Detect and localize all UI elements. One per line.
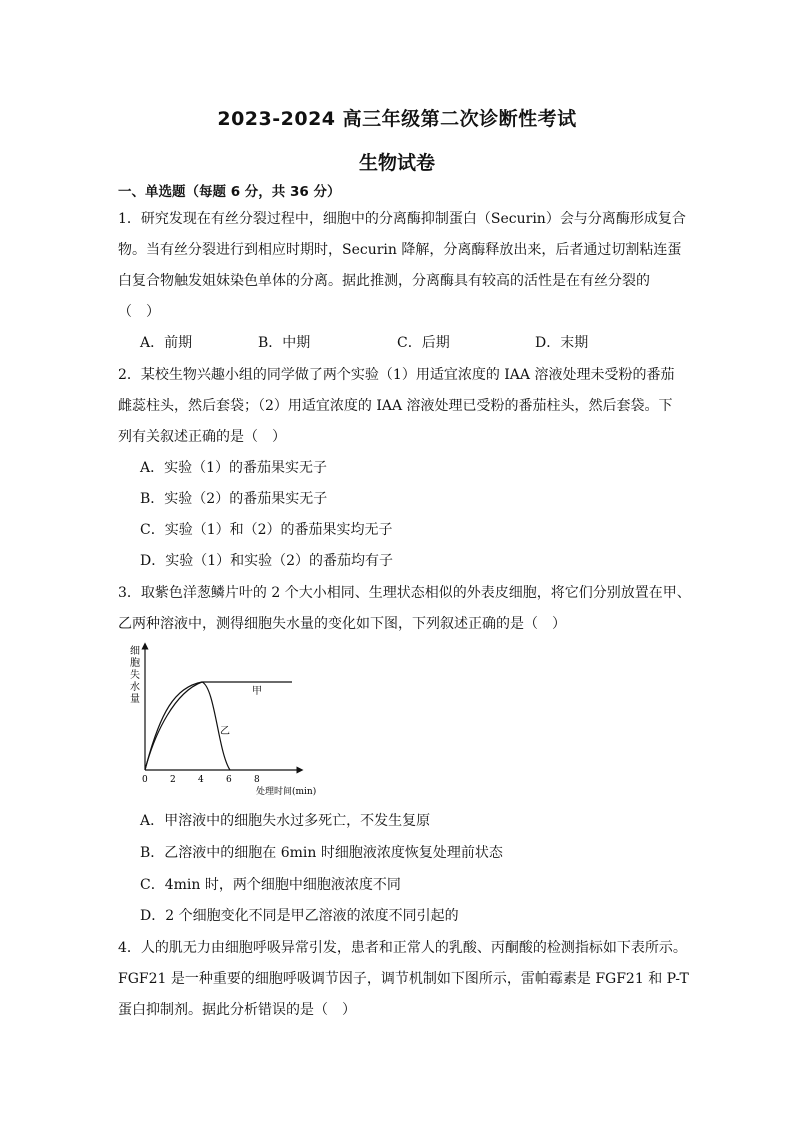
ylabel-char: 量: [130, 694, 140, 705]
q4-line: 4．人的肌无力由细胞呼吸异常引发，患者和正常人的乳酸、丙酮酸的检测指标如下表所示。: [118, 940, 687, 956]
q1-line: 1．研究发现在有丝分裂过程中，细胞中的分离酶抑制蛋白（Securin）会与分离酶形成复合: [118, 211, 686, 227]
q3-option-c: C．4min 时，两个细胞中细胞液浓度不同: [140, 877, 401, 893]
q2-line: 2．某校生物兴趣小组的同学做了两个实验（1）用适宜浓度的 IAA 溶液处理未受粉的番茄: [118, 367, 675, 383]
q2-option-c: C．实验（1）和（2）的番茄果实均无子: [140, 522, 393, 538]
curve-jia: [145, 682, 292, 770]
curve-yi: [145, 682, 230, 770]
label-jia: 甲: [252, 686, 262, 697]
ylabel-char: 水: [130, 682, 140, 693]
q1-option-b: B．中期: [258, 335, 311, 351]
q3-option-d: D．2 个细胞变化不同是甲乙溶液的浓度不同引起的: [140, 908, 459, 924]
x-tick: 8: [254, 775, 260, 785]
x-axis-label: 处理时间(min): [256, 787, 317, 797]
q1-line: 白复合物触发姐妹染色单体的分离。据此推测，分离酶具有较高的活性是在有丝分裂的: [118, 273, 650, 289]
q3-option-a: A．甲溶液中的细胞失水过多死亡，不发生复原: [140, 813, 431, 829]
q3-option-b: B．乙溶液中的细胞在 6min 时细胞液浓度恢复处理前状态: [140, 845, 503, 861]
q2-line: 列有关叙述正确的是（ ）: [118, 429, 286, 445]
ylabel-char: 胞: [130, 658, 140, 669]
q4-line: FGF21 是一种重要的细胞呼吸调节因子，调节机制如下图所示，雷帕霉素是 FGF21 和 P-T: [118, 971, 689, 987]
water-loss-figure: [130, 642, 330, 798]
q1-option-d: D．末期: [535, 335, 589, 351]
q3-line: 3．取紫色洋葱鳞片叶的 2 个大小相同、生理状态相似的外表皮细胞，将它们分别放置在甲、: [118, 585, 691, 601]
q1-option-a: A．前期: [140, 335, 193, 351]
q2-option-b: B．实验（2）的番茄果实无子: [140, 491, 328, 507]
q1-line: （ ）: [118, 304, 160, 320]
q2-option-d: D．实验（1）和实验（2）的番茄均有子: [140, 553, 394, 569]
ylabel-char: 失: [130, 670, 140, 681]
x-tick: 6: [226, 775, 232, 785]
x-tick: 0: [142, 775, 148, 785]
label-yi: 乙: [220, 726, 230, 737]
q3-line: 乙两种溶液中，测得细胞失水量的变化如下图，下列叙述正确的是（ ）: [118, 616, 566, 632]
x-tick: 4: [198, 775, 204, 785]
section-heading: 一、单选题（每题 6 分，共 36 分）: [118, 184, 341, 200]
q1-option-c: C．后期: [397, 335, 450, 351]
exam-subtitle: 生物试卷: [358, 152, 435, 174]
exam-title: 2023-2024 高三年级第二次诊断性考试: [217, 108, 577, 130]
q4-line: 蛋白抑制剂。据此分析错误的是（ ）: [118, 1002, 356, 1018]
q1-line: 物。当有丝分裂进行到相应时期时，Securin 降解，分离酶释放出来，后者通过切割粘连蛋: [118, 242, 682, 258]
q2-line: 雌蕊柱头，然后套袋；（2）用适宜浓度的 IAA 溶液处理已受粉的番茄柱头，然后套袋。下: [118, 398, 673, 414]
q2-option-a: A．实验（1）的番茄果实无子: [140, 460, 328, 476]
ylabel-char: 细: [130, 646, 140, 657]
x-tick: 2: [170, 775, 176, 785]
